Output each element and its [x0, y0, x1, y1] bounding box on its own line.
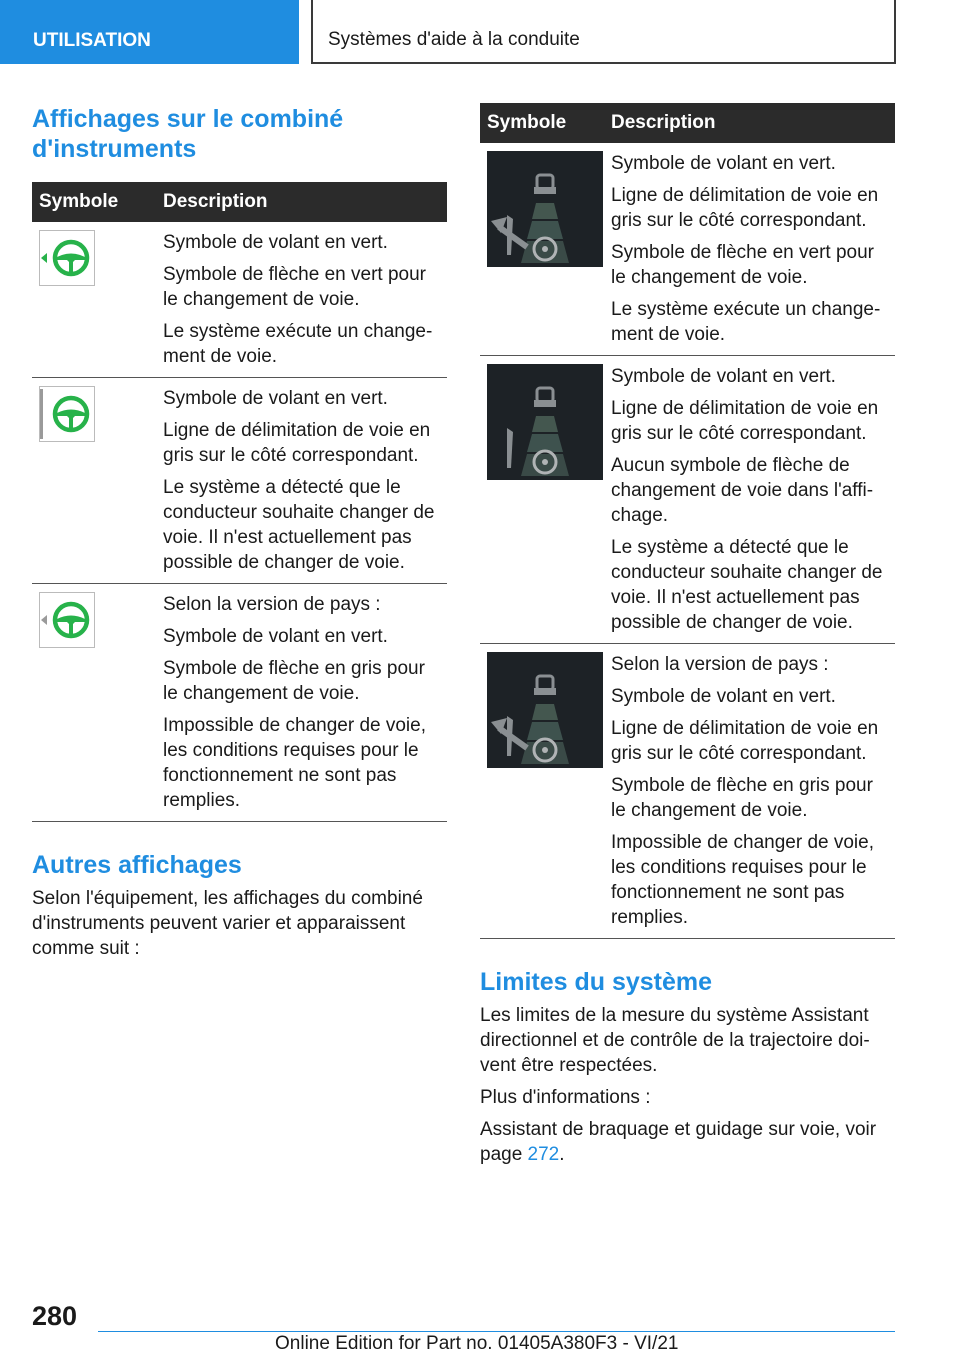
footer-divider [98, 1331, 895, 1332]
reference-text: Assistant de braquage et guidage sur voie, voir page [480, 1119, 877, 1165]
left-column [32, 104, 447, 961]
reference-paragraph [480, 1117, 895, 1167]
page-number: 280 [32, 1301, 78, 1331]
description-column-header: Description [163, 182, 447, 222]
table-row [480, 143, 895, 356]
description-text: Le système a détecté que le conducteur souhaite changer de voie. Il n'est actuellement pas possible de changer de voie. [163, 477, 435, 573]
other-displays-title: Autres affichages [32, 851, 242, 879]
table-row [32, 584, 447, 822]
table-row [32, 222, 447, 378]
green-steering-wheel-gray-lane-icon [39, 386, 95, 442]
system-limits-title: Limites du système [480, 968, 713, 996]
description-text: Symbole de volant en vert. [611, 153, 836, 174]
description-text: Aucun symbole de flèche de changement de voie dans l'affi-chage. [611, 455, 874, 526]
lane-change-display-green-arrow-icon [487, 151, 603, 267]
description-text: Impossible de changer de voie, les conditions requises pour le fonctionnement ne sont pas remplies. [163, 715, 426, 811]
instruments-title: Affichages sur le combiné d'instruments [32, 105, 344, 163]
description-text: Symbole de volant en vert. [611, 366, 836, 387]
header-chapter-label: Systèmes d'aide à la conduite [328, 29, 580, 50]
system-limits-text: Les limites de la mesure du système Assistant directionnel et de contrôle de la trajectoire doi-vent être respectées. [480, 1005, 870, 1076]
header-section-tab [0, 0, 299, 64]
description-text: Symbole de flèche en vert pour le changement de voie. [611, 242, 874, 288]
description-text: Ligne de délimitation de voie en gris sur le côté correspondant. [611, 398, 879, 444]
description-text: Le système a détecté que le conducteur souhaite changer de voie. Il n'est actuellement pas possible de changer de voie. [611, 537, 883, 633]
description-text: Symbole de flèche en vert pour le changement de voie. [163, 264, 426, 310]
symbol-column-header: Symbole [32, 182, 163, 222]
symbol-column-header: Symbole [480, 103, 611, 143]
description-text: Selon la version de pays : [163, 594, 381, 615]
description-text: Symbole de flèche en gris pour le changement de voie. [611, 775, 873, 821]
description-text: Symbole de volant en vert. [163, 388, 388, 409]
lane-change-display-no-arrow-icon [487, 364, 603, 480]
description-text: Symbole de volant en vert. [611, 686, 836, 707]
left-symbol-table [32, 182, 447, 822]
right-column [480, 103, 895, 1167]
table-row [480, 644, 895, 939]
description-text: Symbole de volant en vert. [163, 626, 388, 647]
description-text: Symbole de volant en vert. [163, 232, 388, 253]
green-steering-wheel-gray-arrow-icon [39, 592, 95, 648]
other-displays-text: Selon l'équipement, les affichages du combiné d'instruments peuvent varier et apparaissent comme suit : [32, 888, 423, 959]
green-steering-wheel-green-arrow-icon [39, 230, 95, 286]
header-section-label: UTILISATION [33, 30, 151, 51]
table-row [480, 356, 895, 644]
footer-edition: Online Edition for Part no. 01405A380F3 - VI/21 [275, 1333, 679, 1354]
system-limits-section [480, 967, 895, 1167]
description-text: Le système exécute un change-ment de voie. [611, 299, 881, 345]
description-text: Ligne de délimitation de voie en gris sur le côté correspondant. [611, 185, 879, 231]
table-row [32, 378, 447, 584]
reference-end: . [559, 1144, 565, 1165]
more-info-label: Plus d'informations : [480, 1087, 651, 1108]
description-text: Impossible de changer de voie, les conditions requises pour le fonctionnement ne sont pas remplies. [611, 832, 874, 928]
right-symbol-table [480, 103, 895, 939]
description-text: Selon la version de pays : [611, 654, 829, 675]
page-reference-link[interactable]: 272 [527, 1144, 560, 1165]
description-text: Le système exécute un change-ment de voie. [163, 321, 433, 367]
description-text: Symbole de flèche en gris pour le changement de voie. [163, 658, 425, 704]
lane-change-display-gray-arrow-icon [487, 652, 603, 768]
description-text: Ligne de délimitation de voie en gris sur le côté correspondant. [611, 718, 879, 764]
description-text: Ligne de délimitation de voie en gris sur le côté correspondant. [163, 420, 431, 466]
description-column-header: Description [611, 103, 895, 143]
header-chapter-box [311, 0, 896, 64]
other-displays-section [32, 850, 447, 961]
